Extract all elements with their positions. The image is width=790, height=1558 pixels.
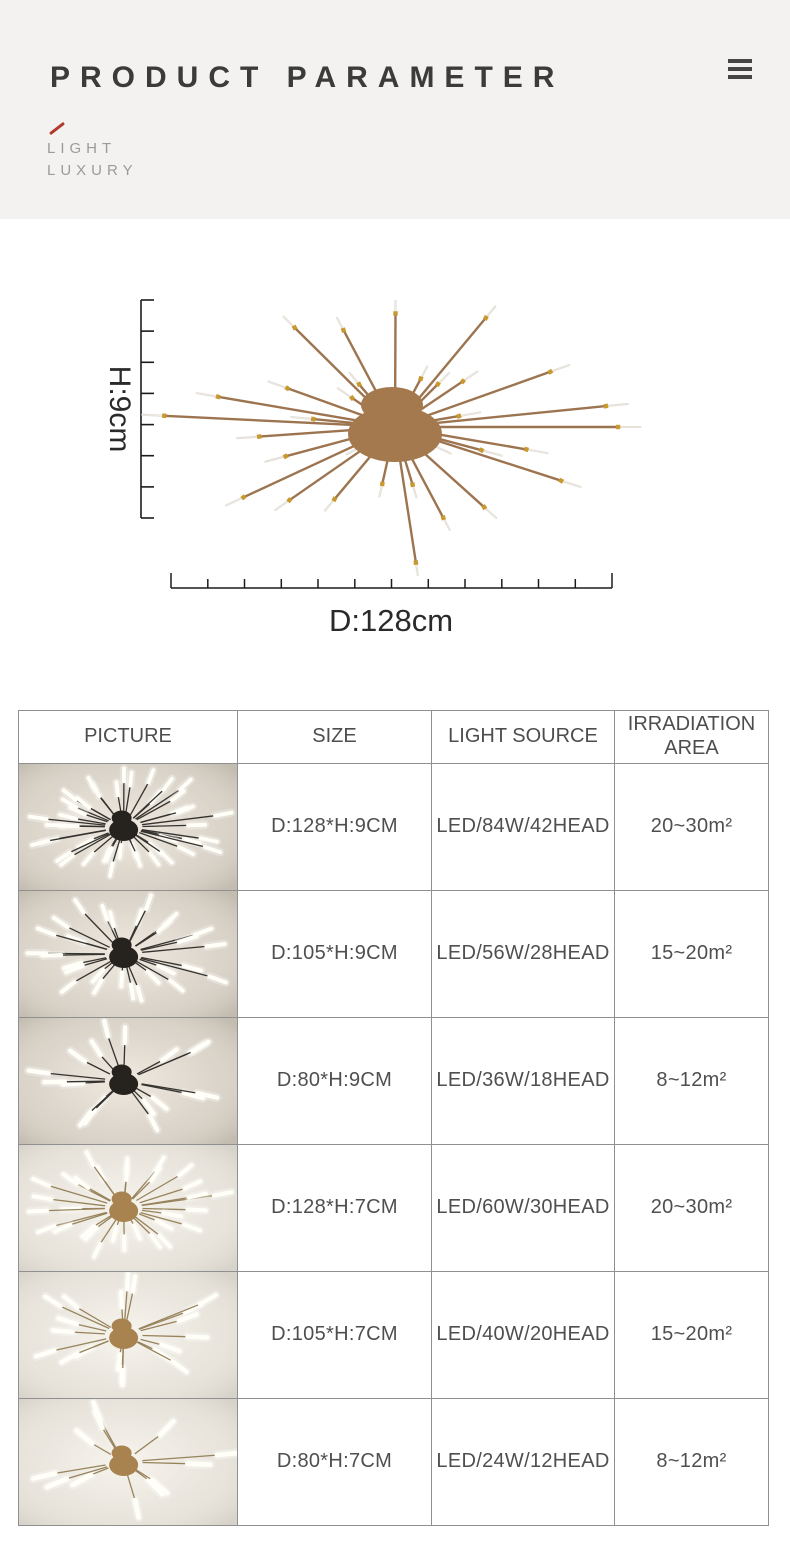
svg-text:H:9cm: H:9cm — [103, 365, 136, 453]
irradiation-area-cell: 8~12m² — [615, 1018, 769, 1145]
size-cell: D:128*H:9CM — [238, 764, 432, 891]
header-band — [0, 0, 790, 219]
ceiling-lamp-dimension-drawing — [0, 225, 790, 665]
red-slash-decoration — [49, 122, 65, 135]
product-picture-cell — [19, 1145, 238, 1272]
column-header-size: SIZE — [238, 711, 432, 764]
column-header-light-source: LIGHT SOURCE — [432, 711, 615, 764]
light-source-cell: LED/24W/12HEAD — [432, 1399, 615, 1526]
irradiation-area-cell: 8~12m² — [615, 1399, 769, 1526]
size-cell: D:80*H:9CM — [238, 1018, 432, 1145]
hamburger-bar — [728, 59, 752, 63]
size-cell: D:128*H:7CM — [238, 1145, 432, 1272]
product-picture-cell — [19, 764, 238, 891]
product-photo — [19, 891, 237, 1017]
spec-table-header — [19, 711, 769, 764]
hamburger-menu-icon[interactable] — [728, 59, 752, 81]
product-photo — [19, 1018, 237, 1144]
light-source-cell: LED/60W/30HEAD — [432, 1145, 615, 1272]
brand-tagline — [47, 138, 138, 182]
tagline-line-2: LUXURY — [47, 162, 138, 179]
svg-text:D:128cm: D:128cm — [328, 603, 454, 638]
size-cell: D:105*H:9CM — [238, 891, 432, 1018]
product-photo — [19, 1399, 237, 1525]
product-photo — [19, 764, 237, 890]
column-header-irradiation-area: IRRADIATION AREA — [615, 711, 769, 764]
table-row — [19, 1145, 769, 1272]
table-row — [19, 764, 769, 891]
table-row — [19, 1018, 769, 1145]
dimension-diagram — [0, 225, 790, 665]
table-row — [19, 891, 769, 1018]
spec-table-body — [19, 764, 769, 1526]
hamburger-bar — [728, 67, 752, 71]
product-picture-cell — [19, 891, 238, 1018]
product-photo — [19, 1145, 237, 1271]
table-row — [19, 1399, 769, 1526]
light-source-cell: LED/84W/42HEAD — [432, 764, 615, 891]
irradiation-area-cell: 20~30m² — [615, 764, 769, 891]
irradiation-area-cell: 15~20m² — [615, 1272, 769, 1399]
light-source-cell: LED/40W/20HEAD — [432, 1272, 615, 1399]
irradiation-area-cell: 15~20m² — [615, 891, 769, 1018]
product-picture-cell — [19, 1018, 238, 1145]
product-photo — [19, 1272, 237, 1398]
light-source-cell: LED/56W/28HEAD — [432, 891, 615, 1018]
product-picture-cell — [19, 1399, 238, 1526]
product-picture-cell — [19, 1272, 238, 1399]
size-cell: D:105*H:7CM — [238, 1272, 432, 1399]
tagline-line-1: LIGHT — [47, 140, 117, 157]
light-source-cell: LED/36W/18HEAD — [432, 1018, 615, 1145]
irradiation-area-cell: 20~30m² — [615, 1145, 769, 1272]
spec-table — [18, 710, 769, 1526]
column-header-picture: PICTURE — [19, 711, 238, 764]
page-title: PRODUCT PARAMETER — [50, 61, 565, 94]
size-cell: D:80*H:7CM — [238, 1399, 432, 1526]
hamburger-bar — [728, 75, 752, 79]
table-row — [19, 1272, 769, 1399]
